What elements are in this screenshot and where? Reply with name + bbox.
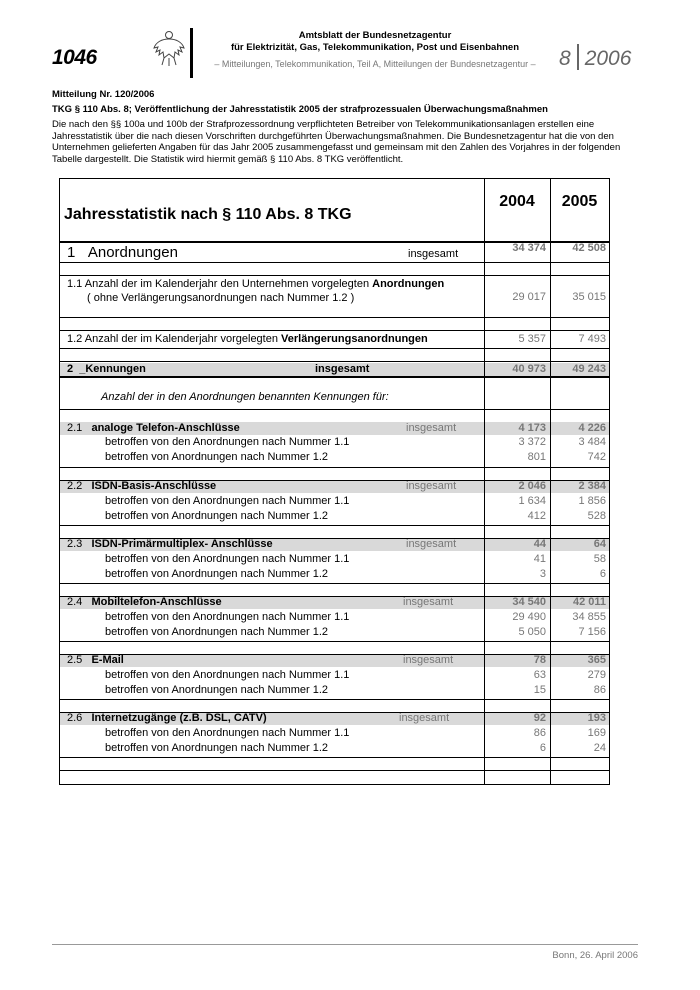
row-1-1-text: 1.1 Anzahl der im Kalenderjahr den Unternehmen vorgelegten <box>67 278 373 290</box>
group-label <box>67 712 267 725</box>
issue-number: 8 <box>559 47 571 70</box>
sub-row-2004: 86 <box>533 727 546 739</box>
sub-row-2005: 3 484 <box>578 436 606 448</box>
section-1-label <box>67 244 178 262</box>
section-2-sum-label: insgesamt <box>315 363 370 375</box>
sub-row-2004: 41 <box>533 553 546 565</box>
section-2-note: Anzahl der in den Anordnungen benannten Kennungen für: <box>101 391 389 403</box>
sub-row-label: betroffen von Anordnungen nach Nummer 1.2 <box>105 451 329 463</box>
row-1-1-label <box>67 278 444 291</box>
footer-divider <box>52 944 638 945</box>
group-title: Mobiltelefon-Anschlüsse <box>91 596 222 608</box>
sub-row-label: betroffen von den Anordnungen nach Nummer 1.1 <box>105 553 350 565</box>
group-sum-label: insgesamt <box>406 538 457 550</box>
section-1-sum-label: insgesamt <box>408 248 459 260</box>
group-sum-label: insgesamt <box>403 596 454 608</box>
group-number: 2.5 <box>67 654 83 666</box>
sub-row-2004: 412 <box>527 510 546 522</box>
sub-row-2005: 24 <box>593 742 606 754</box>
sub-row-2004: 801 <box>527 451 546 463</box>
group-title: ISDN-Primärmultiplex- Anschlüsse <box>91 538 273 550</box>
sub-row-label: betroffen von den Anordnungen nach Nummer 1.1 <box>105 436 350 448</box>
sub-row-label: betroffen von Anordnungen nach Nummer 1.2 <box>105 684 329 696</box>
sub-row-2005: 6 <box>599 568 606 580</box>
group-2004: 92 <box>533 712 546 724</box>
sub-row-2005: 169 <box>587 727 606 739</box>
group-sum-label: insgesamt <box>399 712 450 724</box>
section-1-number: 1 <box>67 244 76 261</box>
sub-row-2004: 5 050 <box>518 626 546 638</box>
header-divider <box>190 28 193 78</box>
page-number: 1046 <box>52 46 97 69</box>
row-1-2-2005: 7 493 <box>578 333 606 345</box>
section-2-number: 2 <box>67 363 74 375</box>
publication-header <box>200 30 550 71</box>
sub-row-label: betroffen von Anordnungen nach Nummer 1.2 <box>105 742 329 754</box>
sub-row-label: betroffen von Anordnungen nach Nummer 1.2 <box>105 626 329 638</box>
sub-row-label: betroffen von Anordnungen nach Nummer 1.2 <box>105 568 329 580</box>
group-sum-label: insgesamt <box>406 480 457 492</box>
sub-row-label: betroffen von den Anordnungen nach Nummer 1.1 <box>105 495 350 507</box>
group-2005: 42 011 <box>572 596 606 608</box>
sub-row-2004: 6 <box>539 742 546 754</box>
sub-row-2005: 742 <box>587 451 606 463</box>
sub-row-2005: 528 <box>587 510 606 522</box>
group-sum-label: insgesamt <box>403 654 454 666</box>
row-1-2-bold: Verlängerungsanordnungen <box>281 333 428 345</box>
row-1-1-2004: 29 017 <box>512 291 546 303</box>
group-number: 2.4 <box>67 596 83 608</box>
section-2-label <box>67 363 146 376</box>
row-1-1-bold: Anordnungen <box>372 278 445 290</box>
sub-row-2005: 86 <box>593 684 606 696</box>
group-title: E-Mail <box>91 654 124 666</box>
footer-date: Bonn, 26. April 2006 <box>552 950 638 961</box>
group-label <box>67 422 240 435</box>
issue-year: 2006 <box>584 47 632 70</box>
sub-row-2004: 3 372 <box>518 436 546 448</box>
group-label <box>67 654 124 667</box>
section-1-2004: 34 374 <box>512 242 546 254</box>
group-2005: 193 <box>587 712 606 724</box>
issue-divider <box>577 44 579 70</box>
group-number: 2.6 <box>67 712 83 724</box>
group-number: 2.1 <box>67 422 83 434</box>
group-title: Internetzugänge (z.B. DSL, CATV) <box>91 712 267 724</box>
year-2004-header: 2004 <box>499 193 535 210</box>
sub-row-2004: 15 <box>533 684 546 696</box>
table-title: Jahresstatistik nach § 110 Abs. 8 TKG <box>64 206 352 223</box>
publication-title: Amtsblatt der Bundesnetzagentur <box>298 30 452 41</box>
section-1-2005: 42 508 <box>572 242 606 254</box>
group-2004: 4 173 <box>518 422 546 434</box>
row-1-1-note: ( ohne Verlängerungsanordnungen nach Nummer 1.2 ) <box>87 292 355 304</box>
sub-row-2005: 34 855 <box>572 611 606 623</box>
group-2004: 34 540 <box>512 596 546 608</box>
group-title: ISDN-Basis-Anschlüsse <box>91 480 217 492</box>
section-2-2005: 49 243 <box>572 363 606 375</box>
notice-title: TKG § 110 Abs. 8; Veröffentlichung der Jahresstatistik 2005 der strafprozessualen Überwachungsmaßnahmen <box>52 104 548 115</box>
sub-row-2005: 7 156 <box>578 626 606 638</box>
publication-subtitle: für Elektrizität, Gas, Telekommunikation, Post und Eisenbahnen <box>230 42 520 53</box>
group-2004: 78 <box>533 654 546 666</box>
notice-number: Mitteilung Nr. 120/2006 <box>52 89 155 100</box>
federal-eagle-icon <box>152 28 186 68</box>
group-label <box>67 596 222 609</box>
group-title: analoge Telefon-Anschlüsse <box>91 422 240 434</box>
sub-row-label: betroffen von den Anordnungen nach Nummer 1.1 <box>105 727 350 739</box>
statistics-table <box>59 178 610 785</box>
sub-row-label: betroffen von den Anordnungen nach Nummer 1.1 <box>105 611 350 623</box>
sub-row-2004: 3 <box>539 568 546 580</box>
group-number: 2.2 <box>67 480 83 492</box>
row-1-1-2005: 35 015 <box>572 291 606 303</box>
issue-label <box>559 44 631 71</box>
group-2005: 2 384 <box>578 480 606 492</box>
section-2-2004: 40 973 <box>512 363 546 375</box>
group-2004: 2 046 <box>518 480 546 492</box>
sub-row-2005: 279 <box>587 669 606 681</box>
row-1-2-text: 1.2 Anzahl der im Kalenderjahr vorgelegten <box>67 333 282 345</box>
year-2005-header: 2005 <box>561 193 598 210</box>
publication-section: – Mitteilungen, Telekommunikation, Teil A, Mitteilungen der Bundesnetzagentur – <box>214 59 536 69</box>
group-2005: 4 226 <box>578 422 606 434</box>
sub-row-2004: 63 <box>533 669 546 681</box>
section-1-title: Anordnungen <box>87 244 178 261</box>
sub-row-label: betroffen von den Anordnungen nach Nummer 1.1 <box>105 669 350 681</box>
row-1-2-label <box>67 333 428 346</box>
notice-intro: Die nach den §§ 100a und 100b der Strafprozessordnung verpflichteten Betreiber von Telekommunikationsanlagen erstellen eine Jahresstatistik über die nach diesen Vorschriften durchgeführten Überwachungsmaßnahmen. Die Bundesnetzagentur hat die von den Unternehmen gelieferten Angaben für das Jahr 2005 zusammengefasst und gemeinsam mit den Zahlen des Vorjahres in der folgenden Tabelle dargestellt. Die Statistik wird hiermit gemäß § 110 Abs. 8 TKG veröffentlicht. <box>52 119 621 166</box>
group-sum-label: insgesamt <box>406 422 457 434</box>
sub-row-2004: 29 490 <box>512 611 546 623</box>
group-2004: 44 <box>533 538 546 550</box>
sub-row-label: betroffen von Anordnungen nach Nummer 1.2 <box>105 510 329 522</box>
sub-row-2004: 1 634 <box>518 495 546 507</box>
group-label <box>67 480 216 493</box>
section-2-title: _Kennungen <box>79 363 146 375</box>
group-label <box>67 538 273 551</box>
sub-row-2005: 58 <box>593 553 606 565</box>
row-1-2-2004: 5 357 <box>518 333 546 345</box>
group-number: 2.3 <box>67 538 83 550</box>
group-2005: 365 <box>587 654 606 666</box>
group-2005: 64 <box>593 538 606 550</box>
sub-row-2005: 1 856 <box>578 495 606 507</box>
